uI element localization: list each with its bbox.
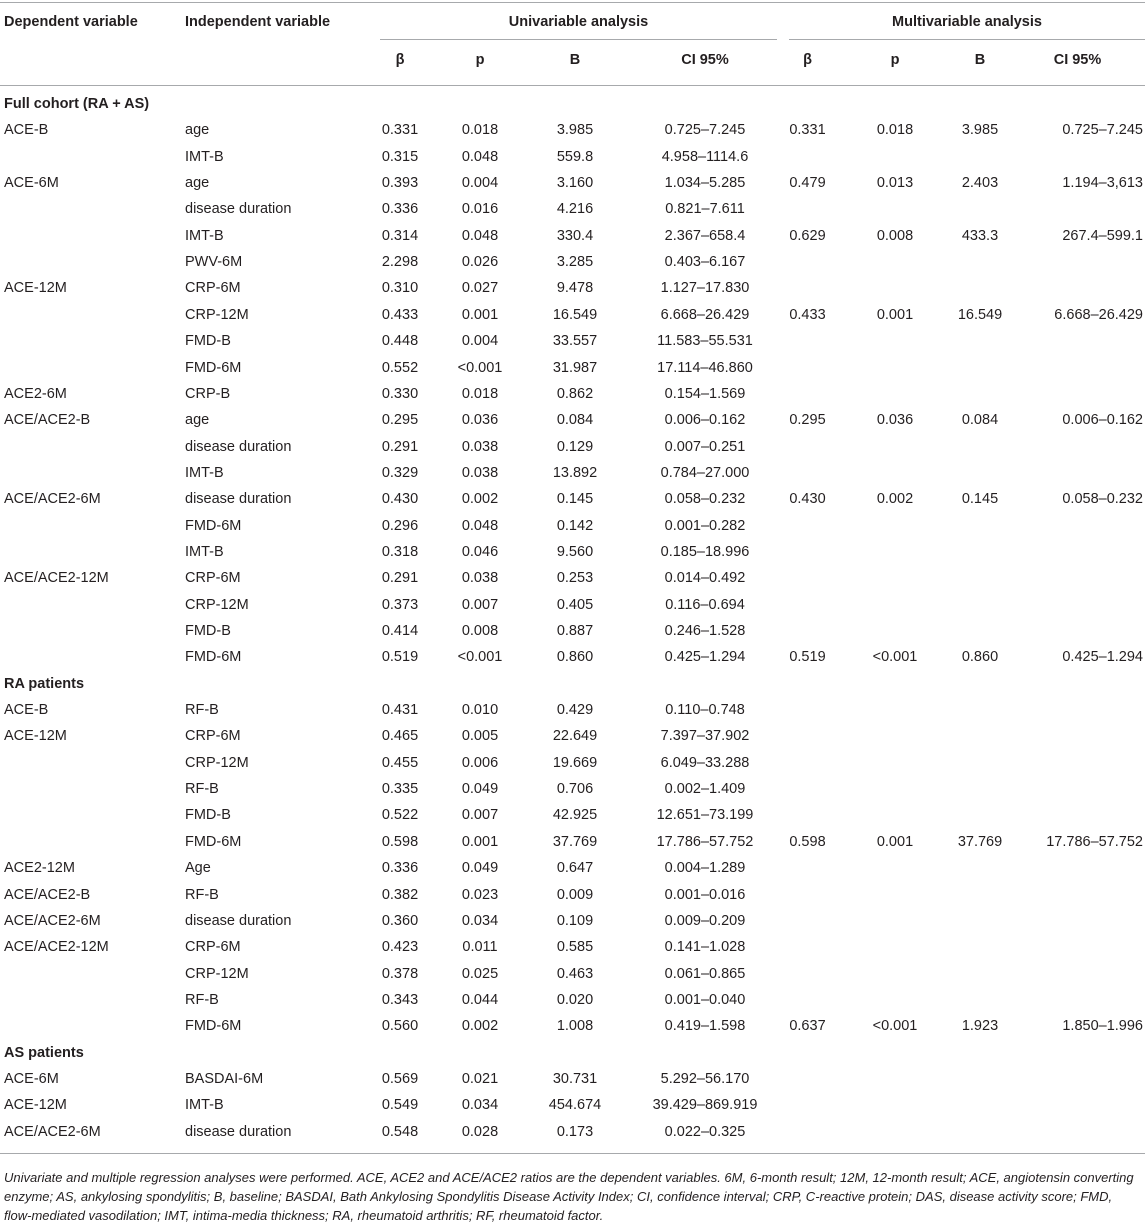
independent-variable-cell: FMD-6M [185, 649, 242, 665]
header-uni-p: p [475, 52, 485, 68]
uni-b-cell: 0.142 [556, 518, 594, 534]
uni-ci-cell: 6.049–33.288 [660, 755, 750, 771]
independent-variable-cell: RF-B [185, 992, 219, 1008]
uni-beta-cell: 0.465 [381, 728, 419, 744]
uni-ci-cell: 7.397–37.902 [660, 728, 750, 744]
uni-ci-cell: 12.651–73.199 [656, 807, 754, 823]
uni-ci-cell: 0.725–7.245 [664, 122, 746, 138]
header-dependent-variable: Dependent variable [4, 14, 138, 30]
uni-p-cell: 0.001 [461, 834, 499, 850]
uni-ci-cell: 0.185–18.996 [660, 544, 750, 560]
uni-p-cell: 0.046 [461, 544, 499, 560]
uni-beta-cell: 0.336 [381, 201, 419, 217]
uni-p-cell: 0.002 [461, 491, 499, 507]
header-multivariable-analysis: Multivariable analysis [892, 14, 1042, 30]
uni-beta-cell: 0.560 [381, 1018, 419, 1034]
uni-ci-cell: 0.821–7.611 [665, 201, 745, 217]
uni-beta-cell: 0.343 [381, 992, 419, 1008]
uni-b-cell: 0.009 [556, 887, 594, 903]
uni-p-cell: <0.001 [457, 649, 503, 665]
multi-beta-cell: 0.637 [789, 1018, 826, 1034]
uni-b-cell: 0.862 [556, 386, 594, 402]
uni-p-cell: 0.048 [461, 518, 499, 534]
dependent-variable-cell: ACE/ACE2-6M [4, 913, 101, 929]
independent-variable-cell: FMD-6M [185, 518, 242, 534]
uni-p-cell: 0.028 [461, 1124, 499, 1140]
uni-beta-cell: 0.423 [381, 939, 419, 955]
uni-b-cell: 3.160 [556, 175, 594, 191]
section-heading: Full cohort (RA + AS) [4, 96, 150, 112]
uni-p-cell: 0.007 [461, 807, 499, 823]
uni-ci-cell: 11.583–55.531 [657, 333, 753, 349]
uni-p-cell: <0.001 [457, 360, 503, 376]
header-uni-beta: β [395, 52, 405, 68]
uni-ci-cell: 0.004–1.289 [664, 860, 746, 876]
uni-p-cell: 0.038 [461, 570, 499, 586]
header-bottom-rule [0, 85, 1145, 86]
uni-b-cell: 0.020 [556, 992, 594, 1008]
independent-variable-cell: disease duration [185, 201, 292, 217]
independent-variable-cell: FMD-6M [185, 834, 242, 850]
uni-beta-cell: 0.393 [381, 175, 419, 191]
uni-beta-cell: 0.382 [381, 887, 419, 903]
uni-ci-cell: 4.958–1114.6 [661, 149, 749, 165]
independent-variable-cell: FMD-B [185, 623, 231, 639]
independent-variable-cell: Age [185, 860, 211, 876]
uni-beta-cell: 0.431 [381, 702, 419, 718]
independent-variable-cell: CRP-6M [185, 280, 241, 296]
dependent-variable-cell: ACE-12M [4, 280, 67, 296]
independent-variable-cell: disease duration [185, 439, 292, 455]
uni-ci-cell: 0.058–0.232 [664, 491, 746, 507]
multi-beta-cell: 0.629 [789, 228, 826, 244]
dependent-variable-cell: ACE-12M [4, 728, 67, 744]
header-multi-beta: β [803, 52, 812, 68]
dependent-variable-cell: ACE/ACE2-12M [4, 570, 109, 586]
uni-beta-cell: 0.310 [381, 280, 419, 296]
header-uni-b: B [569, 52, 581, 68]
multi-beta-cell: 0.433 [789, 307, 826, 323]
uni-b-cell: 0.253 [556, 570, 594, 586]
uni-ci-cell: 39.429–869.919 [652, 1097, 758, 1113]
uni-p-cell: 0.038 [461, 439, 499, 455]
uni-p-cell: 0.008 [461, 623, 499, 639]
uni-ci-cell: 0.403–6.167 [664, 254, 746, 270]
uni-ci-cell: 0.141–1.028 [664, 939, 746, 955]
multi-p-cell: 0.013 [876, 175, 914, 191]
uni-p-cell: 0.007 [461, 597, 499, 613]
uni-ci-cell: 0.154–1.569 [664, 386, 746, 402]
uni-b-cell: 13.892 [552, 465, 598, 481]
uni-b-cell: 31.987 [552, 360, 598, 376]
uni-beta-cell: 0.378 [381, 966, 419, 982]
uni-b-cell: 3.985 [556, 122, 594, 138]
header-multi-b: B [974, 52, 986, 68]
independent-variable-cell: age [185, 122, 210, 138]
uni-p-cell: 0.010 [461, 702, 499, 718]
uni-p-cell: 0.038 [461, 465, 499, 481]
dependent-variable-cell: ACE/ACE2-6M [4, 491, 101, 507]
uni-p-cell: 0.027 [461, 280, 499, 296]
dependent-variable-cell: ACE/ACE2-6M [4, 1124, 101, 1140]
independent-variable-cell: RF-B [185, 781, 219, 797]
uni-beta-cell: 0.448 [381, 333, 419, 349]
independent-variable-cell: age [185, 175, 210, 191]
uni-ci-cell: 17.786–57.752 [656, 834, 754, 850]
multi-beta-cell: 0.430 [789, 491, 826, 507]
uni-beta-cell: 0.296 [381, 518, 419, 534]
uni-beta-cell: 0.360 [381, 913, 419, 929]
uni-b-cell: 22.649 [552, 728, 598, 744]
multi-b-cell: 0.145 [961, 491, 999, 507]
uni-ci-cell: 0.784–27.000 [660, 465, 750, 481]
uni-b-cell: 0.084 [556, 412, 594, 428]
dependent-variable-cell: ACE-B [4, 702, 49, 718]
multi-p-cell: 0.018 [876, 122, 914, 138]
section-heading: RA patients [4, 676, 85, 692]
multi-beta-cell: 0.519 [789, 649, 826, 665]
uni-p-cell: 0.044 [461, 992, 499, 1008]
uni-b-cell: 0.129 [556, 439, 594, 455]
multi-p-cell: 0.001 [876, 834, 914, 850]
multi-beta-cell: 0.295 [789, 412, 826, 428]
uni-ci-cell: 0.002–1.409 [664, 781, 746, 797]
uni-b-cell: 0.429 [556, 702, 594, 718]
table-footnote: Univariate and multiple regression analyses were performed. ACE, ACE2 and ACE/ACE2 ratios are the dependent variables. 6M, 6-month result; 12M, 12-month result; ACE, angiotensin converting enzyme; AS, ankylosing spondylitis; B, baseline; BASDAI, Bath Ankylosing Spondylitis Disease Activity Index; CI, confidence interval; CRP, C-reactive protein; DAS, disease activity score; FMD, flow-mediated vasodilation; IMT, intima-media thickness; RA, rheumatoid arthritis; RF, rheumatoid factor. [4, 1170, 1134, 1223]
uni-b-cell: 0.173 [556, 1124, 594, 1140]
header-multi-ci: CI 95% [1053, 52, 1102, 68]
uni-p-cell: 0.048 [461, 228, 499, 244]
uni-b-cell: 330.4 [556, 228, 594, 244]
independent-variable-cell: RF-B [185, 887, 219, 903]
multi-p-cell: <0.001 [872, 649, 918, 665]
uni-p-cell: 0.004 [461, 175, 499, 191]
uni-ci-cell: 2.367–658.4 [664, 228, 746, 244]
independent-variable-cell: CRP-6M [185, 939, 241, 955]
uni-beta-cell: 0.552 [381, 360, 419, 376]
uni-beta-cell: 0.522 [381, 807, 419, 823]
uni-b-cell: 0.887 [556, 623, 594, 639]
uni-b-cell: 454.674 [548, 1097, 602, 1113]
uni-b-cell: 0.585 [556, 939, 594, 955]
independent-variable-cell: CRP-12M [185, 755, 249, 771]
uni-beta-cell: 0.336 [381, 860, 419, 876]
uni-beta-cell: 0.549 [381, 1097, 419, 1113]
dependent-variable-cell: ACE2-12M [4, 860, 75, 876]
uni-ci-cell: 17.114–46.860 [657, 360, 753, 376]
uni-p-cell: 0.006 [461, 755, 499, 771]
dependent-variable-cell: ACE/ACE2-12M [4, 939, 109, 955]
uni-b-cell: 0.145 [556, 491, 594, 507]
uni-beta-cell: 0.291 [381, 439, 419, 455]
uni-beta-cell: 0.314 [381, 228, 419, 244]
uni-beta-cell: 2.298 [381, 254, 419, 270]
uni-b-cell: 33.557 [552, 333, 598, 349]
multi-b-cell: 3.985 [961, 122, 999, 138]
section-heading: AS patients [4, 1045, 84, 1061]
independent-variable-cell: FMD-6M [185, 360, 242, 376]
dependent-variable-cell: ACE/ACE2-B [4, 887, 91, 903]
independent-variable-cell: disease duration [185, 1124, 292, 1140]
uni-beta-cell: 0.291 [381, 570, 419, 586]
uni-b-cell: 9.560 [556, 544, 594, 560]
dependent-variable-cell: ACE-6M [4, 1071, 59, 1087]
multi-b-cell: 0.860 [961, 649, 999, 665]
uni-beta-cell: 0.569 [381, 1071, 419, 1087]
uni-ci-cell: 0.061–0.865 [664, 966, 746, 982]
uni-ci-cell: 5.292–56.170 [660, 1071, 750, 1087]
multi-b-cell: 0.084 [961, 412, 999, 428]
uni-ci-cell: 0.001–0.016 [664, 887, 746, 903]
uni-ci-cell: 0.419–1.598 [664, 1018, 746, 1034]
multivariable-group-rule [789, 39, 1145, 40]
multi-ci-cell: 6.668–26.429 [1054, 307, 1143, 323]
uni-p-cell: 0.026 [461, 254, 499, 270]
header-multi-p: p [890, 52, 900, 68]
multi-b-cell: 2.403 [961, 175, 999, 191]
uni-b-cell: 0.647 [556, 860, 594, 876]
univariable-group-rule [380, 39, 777, 40]
uni-beta-cell: 0.335 [381, 781, 419, 797]
multi-b-cell: 16.549 [957, 307, 1003, 323]
uni-p-cell: 0.004 [461, 333, 499, 349]
uni-b-cell: 16.549 [552, 307, 598, 323]
multi-ci-cell: 0.058–0.232 [1062, 491, 1143, 507]
uni-b-cell: 0.463 [556, 966, 594, 982]
uni-p-cell: 0.036 [461, 412, 499, 428]
independent-variable-cell: FMD-6M [185, 1018, 242, 1034]
uni-p-cell: 0.018 [461, 386, 499, 402]
multi-ci-cell: 0.006–0.162 [1062, 412, 1143, 428]
multi-p-cell: 0.001 [876, 307, 914, 323]
uni-ci-cell: 1.127–17.830 [660, 280, 750, 296]
dependent-variable-cell: ACE-B [4, 122, 49, 138]
uni-ci-cell: 0.001–0.040 [664, 992, 746, 1008]
multi-beta-cell: 0.331 [789, 122, 826, 138]
multi-beta-cell: 0.598 [789, 834, 826, 850]
uni-ci-cell: 1.034–5.285 [664, 175, 746, 191]
independent-variable-cell: IMT-B [185, 228, 224, 244]
independent-variable-cell: CRP-12M [185, 597, 249, 613]
multi-beta-cell: 0.479 [789, 175, 826, 191]
multi-p-cell: 0.008 [876, 228, 914, 244]
uni-beta-cell: 0.433 [381, 307, 419, 323]
uni-p-cell: 0.049 [461, 860, 499, 876]
independent-variable-cell: FMD-B [185, 807, 231, 823]
independent-variable-cell: CRP-6M [185, 728, 241, 744]
uni-b-cell: 9.478 [556, 280, 594, 296]
uni-ci-cell: 0.110–0.748 [665, 702, 745, 718]
uni-p-cell: 0.011 [462, 939, 498, 955]
uni-beta-cell: 0.598 [381, 834, 419, 850]
uni-p-cell: 0.018 [461, 122, 499, 138]
independent-variable-cell: CRP-B [185, 386, 231, 402]
uni-b-cell: 4.216 [556, 201, 594, 217]
multi-ci-cell: 0.725–7.245 [1062, 122, 1143, 138]
uni-beta-cell: 0.414 [381, 623, 419, 639]
uni-ci-cell: 0.014–0.492 [664, 570, 746, 586]
independent-variable-cell: CRP-6M [185, 570, 241, 586]
uni-b-cell: 30.731 [552, 1071, 598, 1087]
multi-ci-cell: 267.4–599.1 [1062, 228, 1143, 244]
multi-ci-cell: 1.194–3,613 [1062, 175, 1143, 191]
uni-p-cell: 0.049 [461, 781, 499, 797]
uni-ci-cell: 0.425–1.294 [664, 649, 746, 665]
uni-beta-cell: 0.548 [381, 1124, 419, 1140]
uni-beta-cell: 0.455 [381, 755, 419, 771]
independent-variable-cell: BASDAI-6M [185, 1071, 264, 1087]
uni-p-cell: 0.016 [461, 201, 499, 217]
dependent-variable-cell: ACE/ACE2-B [4, 412, 91, 428]
multi-p-cell: 0.002 [876, 491, 914, 507]
uni-ci-cell: 0.009–0.209 [664, 913, 746, 929]
uni-beta-cell: 0.318 [381, 544, 419, 560]
uni-b-cell: 559.8 [556, 149, 594, 165]
uni-b-cell: 3.285 [556, 254, 594, 270]
independent-variable-cell: IMT-B [185, 544, 224, 560]
header-uni-ci: CI 95% [681, 52, 729, 68]
uni-beta-cell: 0.329 [381, 465, 419, 481]
uni-b-cell: 1.008 [556, 1018, 594, 1034]
uni-p-cell: 0.021 [461, 1071, 499, 1087]
independent-variable-cell: RF-B [185, 702, 219, 718]
independent-variable-cell: FMD-B [185, 333, 231, 349]
uni-beta-cell: 0.430 [381, 491, 419, 507]
uni-b-cell: 0.109 [556, 913, 594, 929]
multi-p-cell: <0.001 [872, 1018, 918, 1034]
uni-b-cell: 0.405 [556, 597, 594, 613]
uni-beta-cell: 0.315 [381, 149, 419, 165]
multi-ci-cell: 0.425–1.294 [1062, 649, 1143, 665]
uni-beta-cell: 0.330 [381, 386, 419, 402]
uni-ci-cell: 6.668–26.429 [660, 307, 750, 323]
header-univariable-analysis: Univariable analysis [508, 14, 649, 30]
multi-b-cell: 37.769 [957, 834, 1003, 850]
uni-p-cell: 0.023 [461, 887, 499, 903]
dependent-variable-cell: ACE-12M [4, 1097, 67, 1113]
uni-beta-cell: 0.373 [381, 597, 419, 613]
uni-b-cell: 19.669 [552, 755, 598, 771]
uni-b-cell: 37.769 [552, 834, 598, 850]
uni-b-cell: 0.706 [556, 781, 594, 797]
independent-variable-cell: PWV-6M [185, 254, 243, 270]
uni-ci-cell: 0.006–0.162 [664, 412, 746, 428]
uni-b-cell: 0.860 [556, 649, 594, 665]
independent-variable-cell: IMT-B [185, 465, 224, 481]
multi-ci-cell: 1.850–1.996 [1062, 1018, 1143, 1034]
uni-p-cell: 0.005 [461, 728, 499, 744]
uni-ci-cell: 0.022–0.325 [664, 1124, 746, 1140]
independent-variable-cell: IMT-B [185, 1097, 224, 1113]
uni-b-cell: 42.925 [552, 807, 598, 823]
uni-p-cell: 0.001 [461, 307, 499, 323]
independent-variable-cell: CRP-12M [185, 966, 249, 982]
independent-variable-cell: IMT-B [185, 149, 224, 165]
multi-b-cell: 1.923 [961, 1018, 999, 1034]
uni-beta-cell: 0.295 [381, 412, 419, 428]
multi-ci-cell: 17.786–57.752 [1046, 834, 1143, 850]
table-top-rule [0, 2, 1145, 3]
header-independent-variable: Independent variable [185, 14, 331, 30]
dependent-variable-cell: ACE-6M [4, 175, 59, 191]
uni-p-cell: 0.025 [461, 966, 499, 982]
uni-p-cell: 0.034 [461, 913, 499, 929]
uni-ci-cell: 0.007–0.251 [664, 439, 746, 455]
table-bottom-rule [0, 1153, 1145, 1154]
uni-p-cell: 0.002 [461, 1018, 499, 1034]
dependent-variable-cell: ACE2-6M [4, 386, 67, 402]
independent-variable-cell: disease duration [185, 491, 292, 507]
uni-beta-cell: 0.331 [381, 122, 419, 138]
multi-b-cell: 433.3 [961, 228, 999, 244]
independent-variable-cell: disease duration [185, 913, 292, 929]
multi-p-cell: 0.036 [876, 412, 914, 428]
uni-ci-cell: 0.246–1.528 [664, 623, 746, 639]
uni-p-cell: 0.048 [461, 149, 499, 165]
uni-beta-cell: 0.519 [381, 649, 419, 665]
uni-p-cell: 0.034 [461, 1097, 499, 1113]
uni-ci-cell: 0.116–0.694 [665, 597, 745, 613]
independent-variable-cell: age [185, 412, 210, 428]
independent-variable-cell: CRP-12M [185, 307, 249, 323]
uni-ci-cell: 0.001–0.282 [664, 518, 746, 534]
